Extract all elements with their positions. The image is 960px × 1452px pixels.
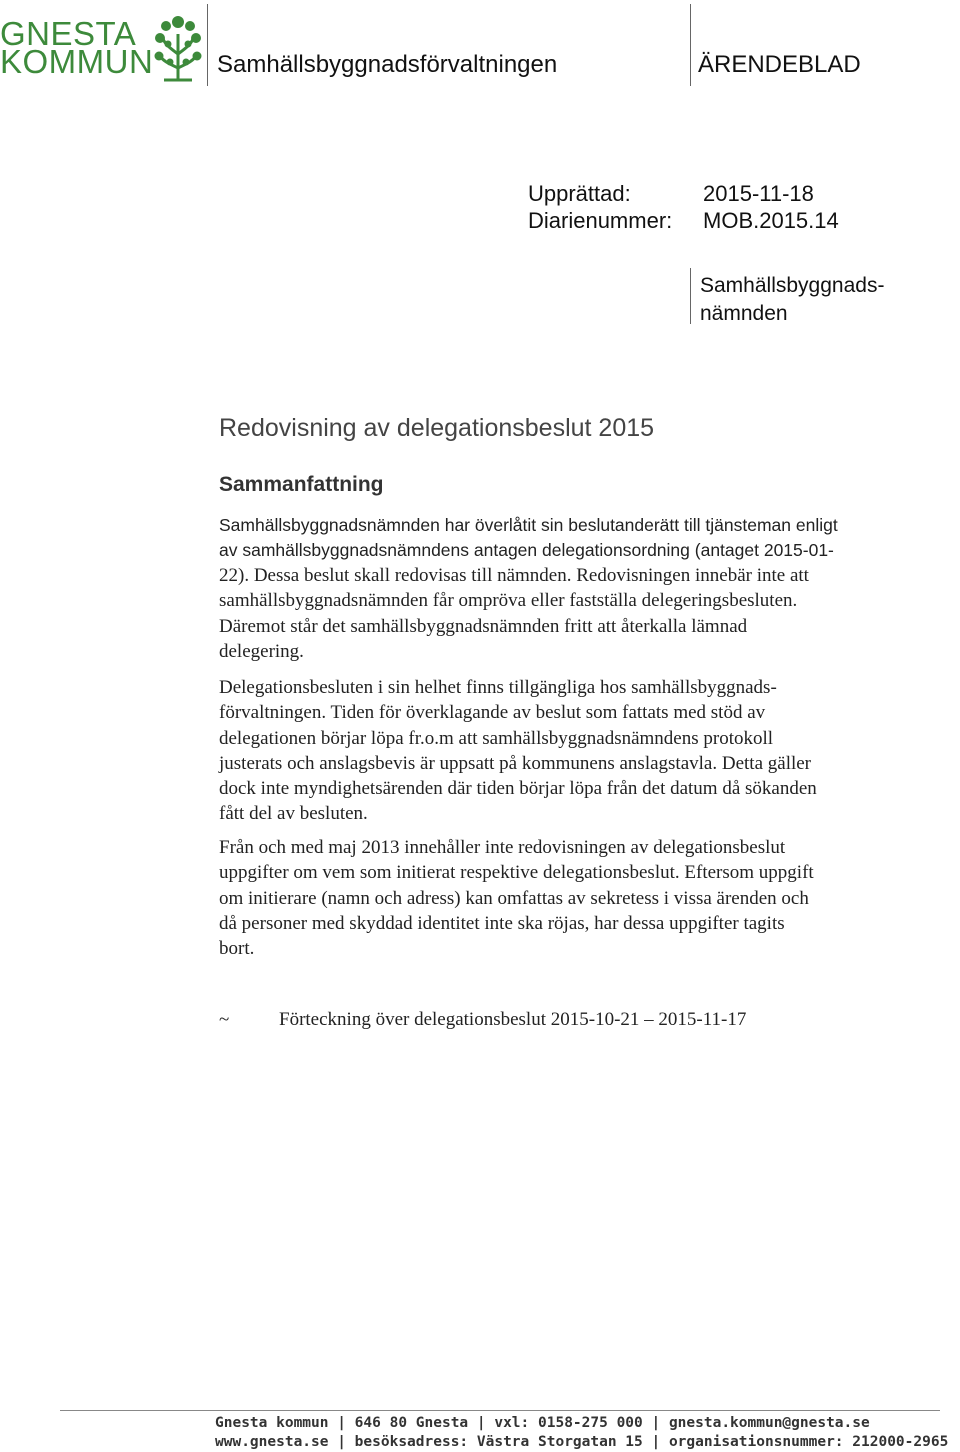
department-name: Samhällsbyggnadsförvaltningen: [217, 51, 558, 78]
footer-divider: [60, 1410, 940, 1411]
text-line: justerats och anslagsbevis är uppsatt på kommunens anslagstavla. Detta gäller: [219, 752, 812, 774]
footer-contact: Gnesta kommun | 646 80 Gnesta | vxl: 0158-275 000 | gnesta.kommun@gnesta.se: [215, 1415, 870, 1431]
paragraph-1-intro: [219, 513, 919, 564]
text-line: delegationen börjar löpa fr.o.m att samhällsbyggnadsnämndens protokoll: [219, 727, 774, 749]
diary-label: Diarienummer:: [528, 208, 673, 233]
recipient-line-1: Samhällsbyggnads-: [700, 274, 885, 297]
text-line: om initierare (namn och adress) kan omfattas av sekretess i vissa ärenden och: [219, 887, 809, 909]
header-divider-left: [207, 4, 208, 86]
text-line: då personer med skyddad identitet inte ska röjas, har dessa uppgifter tagits: [219, 912, 785, 934]
logo-line-2: KOMMUN: [0, 43, 154, 80]
section-heading: Sammanfattning: [219, 473, 384, 496]
text-line: uppgifter om vem som initierat respektive delegationsbeslut. Eftersom uppgift: [219, 862, 814, 884]
text-line: dock inte myndighetsärenden där tiden börjar löpa från det datum då sökanden: [219, 778, 817, 800]
text-line: delegering.: [219, 640, 304, 662]
document-title: Redovisning av delegationsbeslut 2015: [219, 414, 655, 442]
recipient-line-2: nämnden: [700, 302, 788, 325]
text-line: 22). Dessa beslut skall redovisas till nämnden. Redovisningen innebär inte att: [219, 565, 809, 586]
tree-emblem-icon: [154, 14, 202, 82]
footer-address: www.gnesta.se | besöksadress: Västra Storgatan 15 | organisationsnummer: 212000-2965: [215, 1434, 949, 1450]
logo-line-1: GNESTA: [0, 15, 137, 52]
created-label: Upprättad:: [528, 181, 631, 206]
diary-value: MOB.2015.14: [703, 208, 839, 233]
text-line: av samhällsbyggnadsnämndens antagen delegationsordning (antaget 2015-01-: [219, 540, 834, 561]
text-line: Samhällsbyggnadsnämnden har överlåtit sin beslutanderätt till tjänsteman enligt: [219, 515, 838, 535]
text-line: Delegationsbesluten i sin helhet finns tillgängliga hos samhällsbyggnads-: [219, 677, 777, 698]
paragraph-1-continued: [219, 563, 919, 664]
recipient-divider: [690, 268, 691, 324]
paragraph-2: [219, 675, 919, 827]
header-divider-right: [690, 4, 691, 86]
attachment-item: [219, 1009, 746, 1031]
text-line: samhällsbyggnadsnämnden får ompröva eller fastställa delegeringsbesluten.: [219, 590, 798, 612]
text-line: förvaltningen. Tiden för överklagande av beslut som fattats med stöd av: [219, 702, 766, 724]
attachment-text: Förteckning över delegationsbeslut 2015-10-21 – 2015-11-17: [279, 1009, 747, 1030]
text-line: fått del av besluten.: [219, 803, 368, 825]
created-value: 2015-11-18: [703, 181, 814, 206]
attachment-bullet: ~: [219, 1009, 230, 1030]
municipality-logo: [0, 15, 154, 80]
recipient: [700, 272, 884, 328]
document-type: ÄRENDEBLAD: [698, 51, 861, 78]
text-line: bort.: [219, 938, 255, 960]
text-line: Från och med maj 2013 innehåller inte redovisningen av delegationsbeslut: [219, 837, 786, 858]
text-line: Däremot står det samhällsbyggnadsnämnden fritt att återkalla lämnad: [219, 615, 748, 637]
paragraph-3: [219, 835, 919, 961]
